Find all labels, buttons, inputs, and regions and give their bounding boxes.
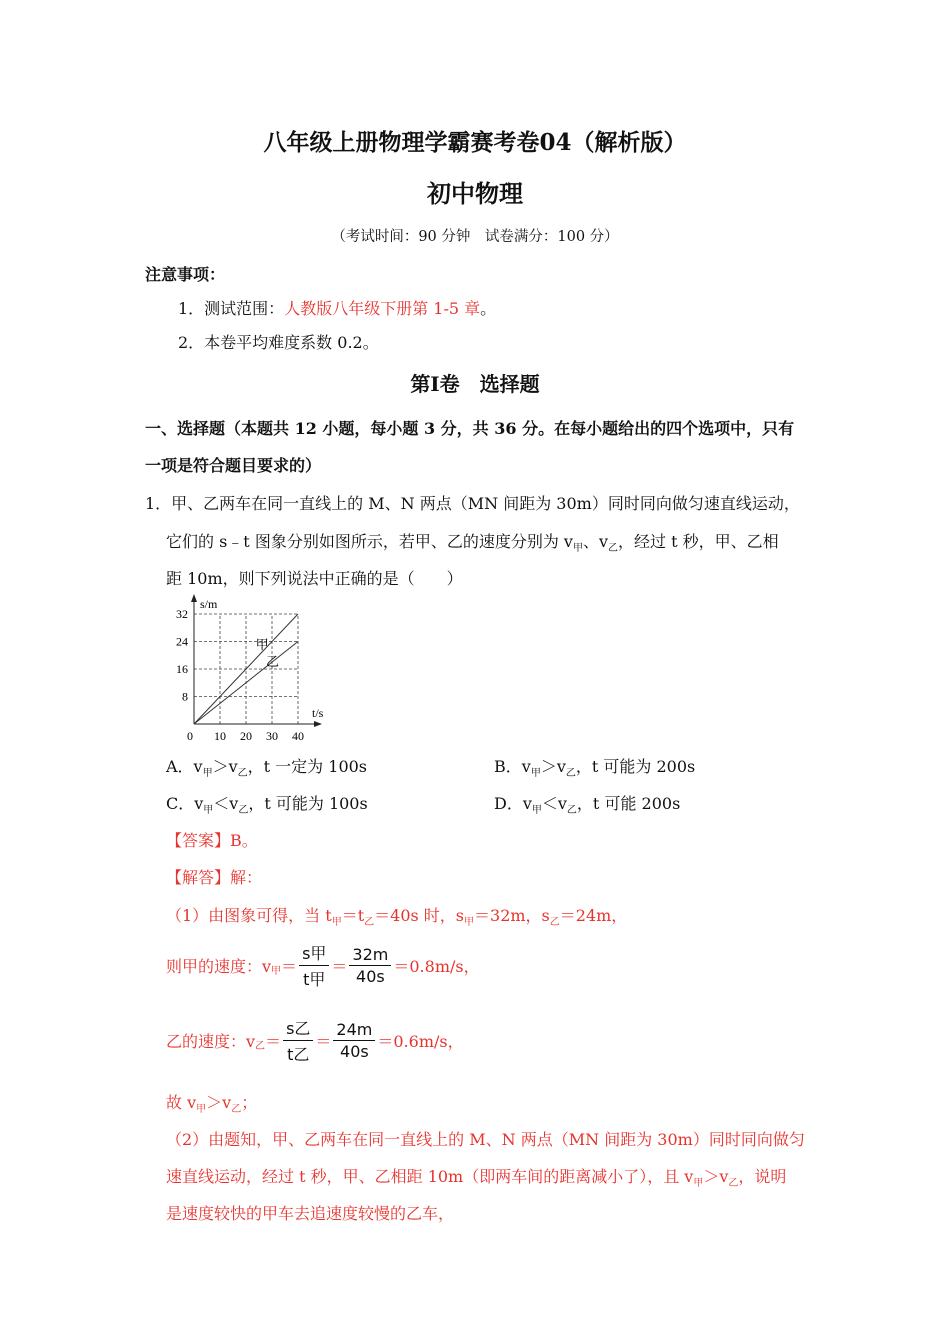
- equation-2: [166, 1017, 464, 1063]
- x-tick-label: 10: [214, 729, 226, 742]
- sol-sub: 乙: [549, 917, 560, 928]
- fraction-values: [349, 945, 391, 986]
- frac-den: 40s: [356, 966, 385, 986]
- sol-text: ＝24m，: [559, 906, 628, 925]
- option-text: ＞v: [540, 757, 566, 776]
- section-instructions-2: 一项是符合题目要求的）: [145, 456, 322, 475]
- x-tick-label: 0: [187, 729, 193, 742]
- option-text: D．v: [494, 794, 532, 813]
- sol-sub: 甲: [464, 917, 475, 928]
- option-text: ＞v: [212, 757, 238, 776]
- answer-value: B。: [230, 831, 258, 850]
- fraction-values: [333, 1020, 375, 1061]
- page-title: 八年级上册物理学霸赛考卷04（解析版）: [263, 129, 687, 156]
- eq-sign: ＝: [265, 1031, 282, 1051]
- y-tick-label: 8: [182, 689, 188, 704]
- frac-den: 40s: [340, 1041, 369, 1061]
- frac-num: s甲: [299, 941, 329, 966]
- solution-step-1: [166, 903, 627, 926]
- eq-sign: ＝: [281, 956, 298, 976]
- sol-sub: 甲: [196, 1104, 207, 1115]
- sol-sub: 乙: [231, 1104, 242, 1115]
- frac-num: 32m: [349, 945, 391, 966]
- analysis-start: 解：: [230, 868, 263, 887]
- sol-text: ＝t: [341, 906, 365, 925]
- option-c[interactable]: [166, 791, 368, 814]
- sol-sub: 乙: [728, 1178, 739, 1189]
- notes-item-2: 2．本卷平均难度系数 0.2。: [178, 333, 379, 352]
- option-b[interactable]: [494, 754, 695, 777]
- analysis-label: 【解答】: [166, 868, 231, 887]
- sol-sub: 甲: [331, 917, 342, 928]
- eq-sub: 甲: [271, 965, 282, 977]
- eq-text: 乙的速度：v: [166, 1031, 256, 1051]
- frac-den: t乙: [287, 1044, 310, 1064]
- x-tick-label: 40: [292, 729, 304, 742]
- notes-item-1-prefix: 1．测试范围：: [178, 299, 285, 318]
- q1-sub: 乙: [608, 543, 618, 554]
- option-sub: 乙: [565, 768, 576, 779]
- notes-item-1: [178, 296, 496, 319]
- answer-label: 【答案】: [166, 831, 231, 850]
- sol-text: ＝32m，s: [474, 906, 550, 925]
- option-sub: 乙: [237, 768, 248, 779]
- option-text: ，t 可能 200s: [576, 794, 681, 813]
- option-sub: 甲: [202, 768, 213, 779]
- option-sub: 甲: [531, 805, 542, 816]
- answer-line: [166, 828, 258, 851]
- option-text: ＜v: [541, 794, 567, 813]
- analysis-line: [166, 865, 262, 888]
- sol-text: （1）由图象可得，当 t: [166, 906, 332, 925]
- option-text: ＜v: [213, 794, 239, 813]
- solution-step-2-line-1: （2）由题知，甲、乙两车在同一直线上的 M、N 两点（MN 间距为 30m）同时同向做匀: [166, 1130, 805, 1149]
- section-instructions-1: 一、选择题（本题共 12 小题，每小题 3 分，共 36 分。在每小题给出的四个选项中，只有: [145, 419, 795, 438]
- option-text: ，t 可能为 200s: [575, 757, 696, 776]
- eq-result: ＝0.8m/s，: [393, 956, 480, 976]
- option-d[interactable]: [494, 791, 680, 814]
- notes-item-1-suffix: 。: [480, 299, 497, 318]
- q1-text: 、v: [582, 532, 608, 551]
- sol-text: ，说明: [738, 1167, 787, 1186]
- y-tick-label: 32: [176, 607, 188, 621]
- sol-sub: 甲: [693, 1178, 704, 1189]
- y-axis-label: s/m: [200, 597, 218, 611]
- q1-text: 它们的 s﹣t 图象分别如图所示，若甲、乙的速度分别为 v: [166, 532, 573, 551]
- option-text: ，t 可能为 100s: [248, 794, 368, 813]
- fraction-s-over-t: [299, 941, 329, 990]
- option-text: A．v: [166, 757, 203, 776]
- notes-item-1-range: 人教版八年级下册第 1-5 章: [284, 299, 481, 318]
- question-1-line-3: 距 10m，则下列说法中正确的是（ ）: [166, 569, 463, 588]
- sol-text: 故 v: [166, 1093, 197, 1112]
- q1-sub: 甲: [572, 543, 583, 554]
- solution-step-2-line-3: 是速度较快的甲车去追速度较慢的乙车，: [166, 1204, 455, 1223]
- option-text: C．v: [166, 794, 204, 813]
- frac-den: t甲: [303, 969, 326, 989]
- eq-sign: ＝: [331, 956, 348, 976]
- solution-step-2-line-2: [166, 1164, 786, 1187]
- option-sub: 乙: [238, 805, 249, 816]
- option-text: ，t 一定为 100s: [247, 757, 368, 776]
- page-subtitle: 初中物理: [427, 179, 523, 208]
- q1-text: ，经过 t 秒，甲、乙相: [618, 532, 779, 551]
- question-1-line-2: [166, 529, 779, 552]
- option-a[interactable]: [166, 754, 367, 777]
- sol-sub: 乙: [364, 917, 375, 928]
- frac-num: 24m: [333, 1020, 375, 1041]
- sol-text: ；: [241, 1093, 258, 1112]
- option-sub: 甲: [530, 768, 541, 779]
- eq-result: ＝0.6m/s，: [377, 1031, 464, 1051]
- x-tick-label: 30: [266, 729, 278, 742]
- x-axis-label: t/s: [312, 706, 324, 720]
- sol-text: ＞v: [703, 1167, 729, 1186]
- st-chart: [168, 592, 343, 742]
- eq-text: 则甲的速度：v: [166, 956, 272, 976]
- eq-sub: 乙: [255, 1040, 266, 1052]
- question-1-line-1: 1．甲、乙两车在同一直线上的 M、N 两点（MN 间距为 30m）同时同向做匀速直线运动，: [145, 494, 800, 513]
- option-text: B．v: [494, 757, 531, 776]
- fraction-s-over-t: [283, 1016, 313, 1065]
- exam-info: （考试时间：90 分钟 试卷满分：100 分）: [331, 229, 619, 245]
- series-label-2: 乙: [266, 654, 280, 670]
- y-tick-label: 24: [176, 634, 188, 649]
- option-sub: 甲: [203, 805, 214, 816]
- equation-1: [166, 942, 480, 988]
- y-tick-label: 16: [176, 662, 188, 676]
- sol-text: ＝40s 时，s: [374, 906, 465, 925]
- section-title: 第Ⅰ卷 选择题: [410, 372, 540, 396]
- series-label-1: 甲: [255, 636, 269, 652]
- sol-text: ＞v: [206, 1093, 232, 1112]
- option-sub: 乙: [566, 805, 577, 816]
- x-tick-label: 20: [240, 729, 252, 742]
- sol-text: 速直线运动，经过 t 秒，甲、乙相距 10m（即两车间的距离减小了），且 v: [166, 1167, 694, 1186]
- frac-num: s乙: [283, 1016, 313, 1041]
- solution-conclusion: [166, 1090, 257, 1113]
- notes-heading: 注意事项：: [145, 265, 226, 284]
- eq-sign: ＝: [315, 1031, 332, 1051]
